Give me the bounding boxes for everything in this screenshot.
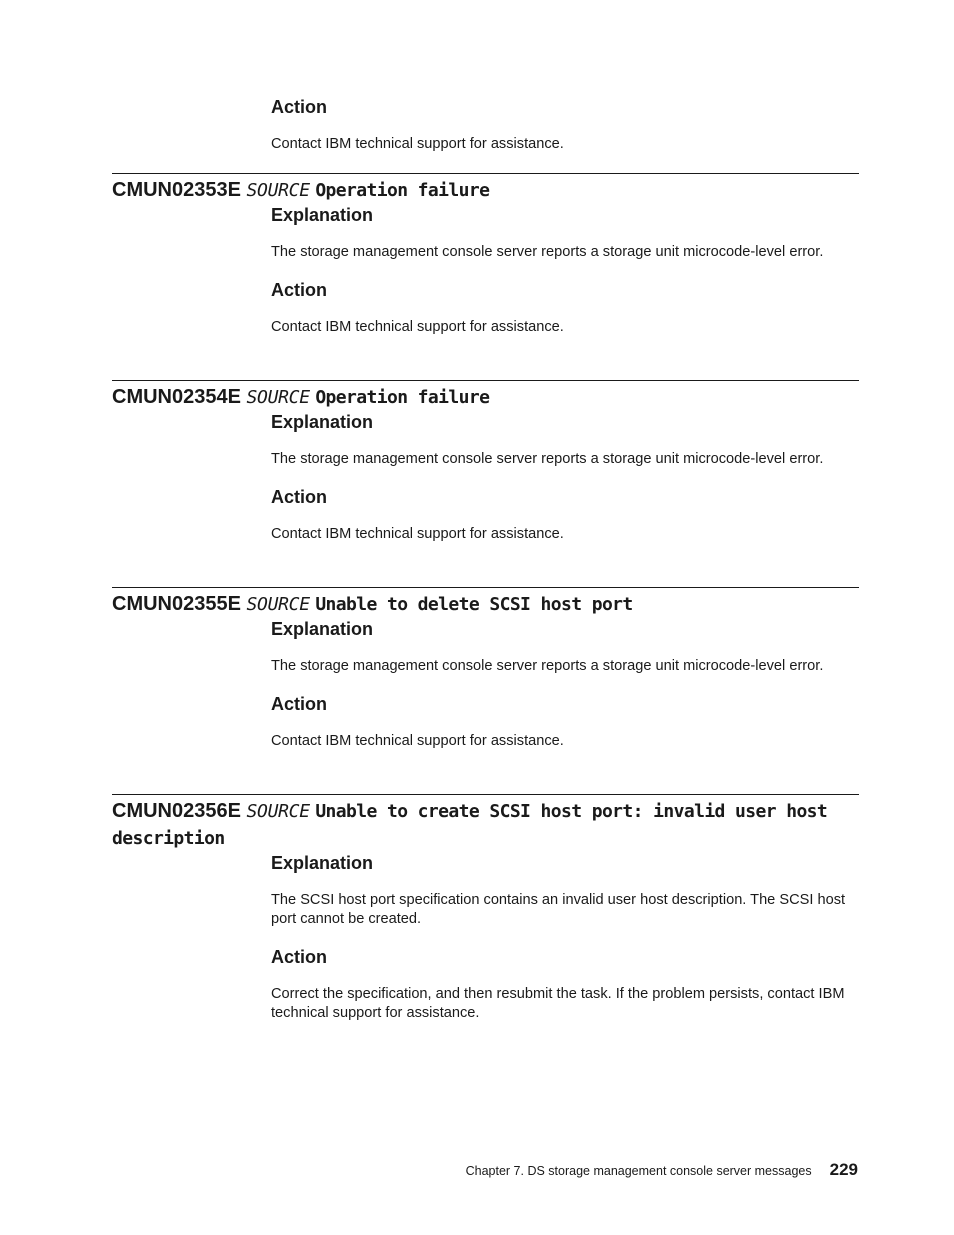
message-id: CMUN02353E — [112, 179, 241, 201]
message-entry — [0, 173, 954, 337]
explanation-heading: Explanation — [271, 619, 374, 639]
message-body — [271, 618, 858, 751]
message-text: Unable to delete SCSI host port — [315, 594, 633, 615]
message-entry — [0, 380, 954, 544]
explanation-text: The storage management console server reports a storage unit microcode-level error. — [271, 658, 824, 674]
action-heading: Action — [271, 97, 327, 117]
message-source: SOURCE — [246, 387, 310, 408]
message-body — [271, 852, 858, 1023]
action-text: Contact IBM technical support for assistance. — [271, 136, 564, 152]
message-text: Unable to create SCSI host port: invalid user host description — [112, 801, 828, 849]
message-source: SOURCE — [246, 180, 310, 201]
top-action-section — [271, 96, 858, 154]
message-text: Operation failure — [315, 387, 490, 408]
action-text: Correct the specification, and then resubmit the task. If the problem persists, contact IBM technical support for assistance. — [271, 986, 845, 1021]
footer-chapter-title: Chapter 7. DS storage management console server messages — [465, 1164, 812, 1178]
action-text: Contact IBM technical support for assistance. — [271, 319, 564, 335]
explanation-text: The storage management console server reports a storage unit microcode-level error. — [271, 451, 824, 467]
action-heading: Action — [271, 947, 327, 967]
page-footer — [466, 1160, 858, 1180]
message-body — [271, 204, 858, 337]
message-body — [271, 411, 858, 544]
action-heading: Action — [271, 487, 327, 507]
action-text: Contact IBM technical support for assistance. — [271, 733, 564, 749]
message-entry — [0, 587, 954, 751]
message-id: CMUN02356E — [112, 800, 241, 822]
action-heading: Action — [271, 280, 327, 300]
message-entry — [0, 794, 954, 1023]
message-heading — [112, 173, 859, 204]
page-number: 229 — [829, 1160, 858, 1179]
explanation-heading: Explanation — [271, 412, 374, 432]
message-heading — [112, 794, 859, 852]
message-source: SOURCE — [246, 801, 310, 822]
explanation-text: The storage management console server reports a storage unit microcode-level error. — [271, 244, 824, 260]
message-heading — [112, 380, 859, 411]
explanation-text: The SCSI host port specification contains an invalid user host description. The SCSI host port cannot be created. — [271, 892, 846, 927]
message-source: SOURCE — [246, 594, 310, 615]
action-heading: Action — [271, 694, 327, 714]
explanation-heading: Explanation — [271, 853, 374, 873]
explanation-heading: Explanation — [271, 205, 374, 225]
message-id: CMUN02355E — [112, 593, 241, 615]
message-heading — [112, 587, 859, 618]
action-text: Contact IBM technical support for assistance. — [271, 526, 564, 542]
message-text: Operation failure — [315, 180, 490, 201]
message-id: CMUN02354E — [112, 386, 241, 408]
